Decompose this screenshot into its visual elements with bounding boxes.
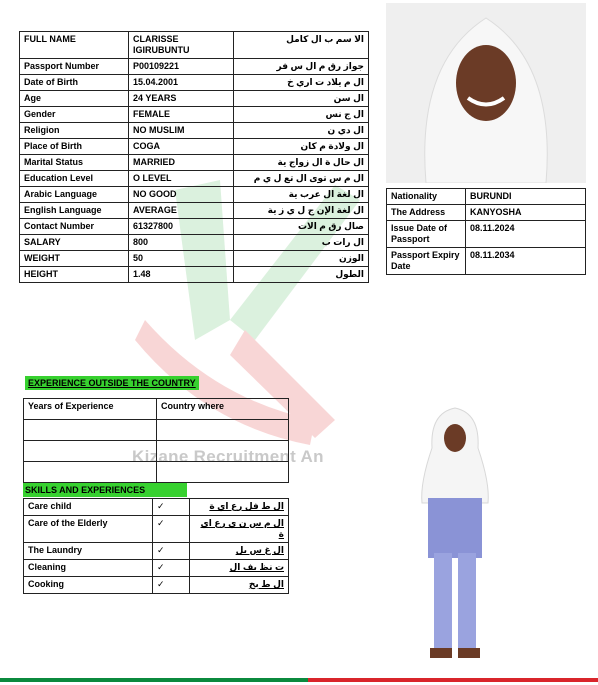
skills-heading: SKILLS AND EXPERIENCES bbox=[23, 483, 187, 497]
check-icon: ✓ bbox=[153, 560, 190, 577]
info-row bbox=[20, 91, 369, 107]
info-value: COGA bbox=[129, 139, 234, 155]
experience-heading: EXPERIENCE OUTSIDE THE COUNTRY bbox=[25, 376, 199, 390]
experience-cell bbox=[24, 420, 157, 441]
info-label: Place of Birth bbox=[20, 139, 129, 155]
info-row bbox=[20, 171, 369, 187]
info-label: SALARY bbox=[20, 235, 129, 251]
info-arabic-label: ال دي ن bbox=[234, 123, 369, 139]
info-value: NO MUSLIM bbox=[129, 123, 234, 139]
info-row bbox=[20, 107, 369, 123]
skill-row bbox=[24, 543, 289, 560]
info-label: Passport Number bbox=[20, 59, 129, 75]
check-icon: ✓ bbox=[153, 543, 190, 560]
experience-cell bbox=[157, 420, 289, 441]
experience-cell bbox=[24, 441, 157, 462]
info-label: WEIGHT bbox=[20, 251, 129, 267]
skill-row bbox=[24, 516, 289, 543]
info-value: P00109221 bbox=[129, 59, 234, 75]
experience-cell bbox=[157, 462, 289, 483]
info-value: 1.48 bbox=[129, 267, 234, 283]
skill-arabic-label: ت نظ يف ال bbox=[190, 560, 289, 577]
info-value: O LEVEL bbox=[129, 171, 234, 187]
passport-value: KANYOSHA bbox=[466, 205, 586, 221]
experience-header-row bbox=[24, 399, 289, 420]
experience-row bbox=[24, 420, 289, 441]
skill-label: Cooking bbox=[24, 577, 153, 594]
info-label: Arabic Language bbox=[20, 187, 129, 203]
info-row bbox=[20, 187, 369, 203]
info-row bbox=[20, 219, 369, 235]
info-value: NO GOOD bbox=[129, 187, 234, 203]
skill-label: Cleaning bbox=[24, 560, 153, 577]
check-icon: ✓ bbox=[153, 577, 190, 594]
portrait-photo bbox=[386, 3, 586, 183]
info-value: 50 bbox=[129, 251, 234, 267]
info-arabic-label: ال م س توى ال تع ل ي م bbox=[234, 171, 369, 187]
skill-arabic-label: ال ط بخ bbox=[190, 577, 289, 594]
info-row bbox=[20, 32, 369, 59]
skill-arabic-label: ال ط فل رع اي ة bbox=[190, 499, 289, 516]
info-arabic-label: ال لغة ال عرب ية bbox=[234, 187, 369, 203]
passport-row bbox=[387, 221, 586, 248]
experience-table bbox=[23, 398, 289, 483]
info-arabic-label: الا سم ب ال كامل bbox=[234, 32, 369, 59]
experience-cell bbox=[24, 462, 157, 483]
skill-arabic-label: ال م س ن ي رع اي ة bbox=[190, 516, 289, 543]
info-row bbox=[20, 155, 369, 171]
passport-label: Nationality bbox=[387, 189, 466, 205]
passport-row bbox=[387, 189, 586, 205]
info-row bbox=[20, 139, 369, 155]
passport-value: BURUNDI bbox=[466, 189, 586, 205]
skill-row bbox=[24, 560, 289, 577]
info-arabic-label: ال سن bbox=[234, 91, 369, 107]
info-label: Gender bbox=[20, 107, 129, 123]
skill-row bbox=[24, 577, 289, 594]
footer-band-red bbox=[308, 678, 598, 682]
info-label: HEIGHT bbox=[20, 267, 129, 283]
skill-arabic-label: ال غ س يل bbox=[190, 543, 289, 560]
skill-label: The Laundry bbox=[24, 543, 153, 560]
info-value: 15.04.2001 bbox=[129, 75, 234, 91]
info-label: FULL NAME bbox=[20, 32, 129, 59]
passport-value: 08.11.2034 bbox=[466, 248, 586, 275]
info-label: Date of Birth bbox=[20, 75, 129, 91]
passport-info-table bbox=[386, 188, 586, 275]
info-label: Marital Status bbox=[20, 155, 129, 171]
info-row bbox=[20, 203, 369, 219]
info-label: Age bbox=[20, 91, 129, 107]
info-value: AVERAGE bbox=[129, 203, 234, 219]
country-where-header: Country where bbox=[157, 399, 289, 420]
skill-row bbox=[24, 499, 289, 516]
info-label: English Language bbox=[20, 203, 129, 219]
passport-label: Passport Expiry Date bbox=[387, 248, 466, 275]
info-value: 800 bbox=[129, 235, 234, 251]
check-icon: ✓ bbox=[153, 516, 190, 543]
info-value: FEMALE bbox=[129, 107, 234, 123]
passport-value: 08.11.2024 bbox=[466, 221, 586, 248]
info-value: 61327800 bbox=[129, 219, 234, 235]
info-arabic-label: الوزن bbox=[234, 251, 369, 267]
passport-row bbox=[387, 205, 586, 221]
info-label: Contact Number bbox=[20, 219, 129, 235]
info-arabic-label: ال حال ة ال زواج ية bbox=[234, 155, 369, 171]
full-body-photo bbox=[410, 403, 500, 668]
info-arabic-label: ال م يلاد ت اري خ bbox=[234, 75, 369, 91]
experience-row bbox=[24, 441, 289, 462]
skill-label: Care of the Elderly bbox=[24, 516, 153, 543]
info-row bbox=[20, 75, 369, 91]
watermark-text: Kizane Recruitment An bbox=[132, 447, 324, 466]
info-row bbox=[20, 251, 369, 267]
footer-band-green bbox=[0, 678, 308, 682]
passport-row bbox=[387, 248, 586, 275]
info-value: MARRIED bbox=[129, 155, 234, 171]
info-arabic-label: ال ج نس bbox=[234, 107, 369, 123]
skill-label: Care child bbox=[24, 499, 153, 516]
experience-cell bbox=[157, 441, 289, 462]
info-arabic-label: صال رق م الات bbox=[234, 219, 369, 235]
passport-label: The Address bbox=[387, 205, 466, 221]
info-label: Religion bbox=[20, 123, 129, 139]
info-row bbox=[20, 59, 369, 75]
check-icon: ✓ bbox=[153, 499, 190, 516]
skills-table bbox=[23, 498, 289, 594]
info-value: CLARISSE IGIRUBUNTU bbox=[129, 32, 234, 59]
info-arabic-label: ال رات ب bbox=[234, 235, 369, 251]
info-arabic-label: ال ولادة م كان bbox=[234, 139, 369, 155]
info-label: Education Level bbox=[20, 171, 129, 187]
info-arabic-label: الطول bbox=[234, 267, 369, 283]
experience-row bbox=[24, 462, 289, 483]
personal-info-table bbox=[19, 31, 369, 283]
info-row bbox=[20, 235, 369, 251]
info-row bbox=[20, 123, 369, 139]
info-arabic-label: ال لغة الإن ج ل ي ز ية bbox=[234, 203, 369, 219]
years-of-experience-header: Years of Experience bbox=[24, 399, 157, 420]
info-value: 24 YEARS bbox=[129, 91, 234, 107]
info-row bbox=[20, 267, 369, 283]
info-arabic-label: جواز رق م ال س فر bbox=[234, 59, 369, 75]
passport-label: Issue Date of Passport bbox=[387, 221, 466, 248]
